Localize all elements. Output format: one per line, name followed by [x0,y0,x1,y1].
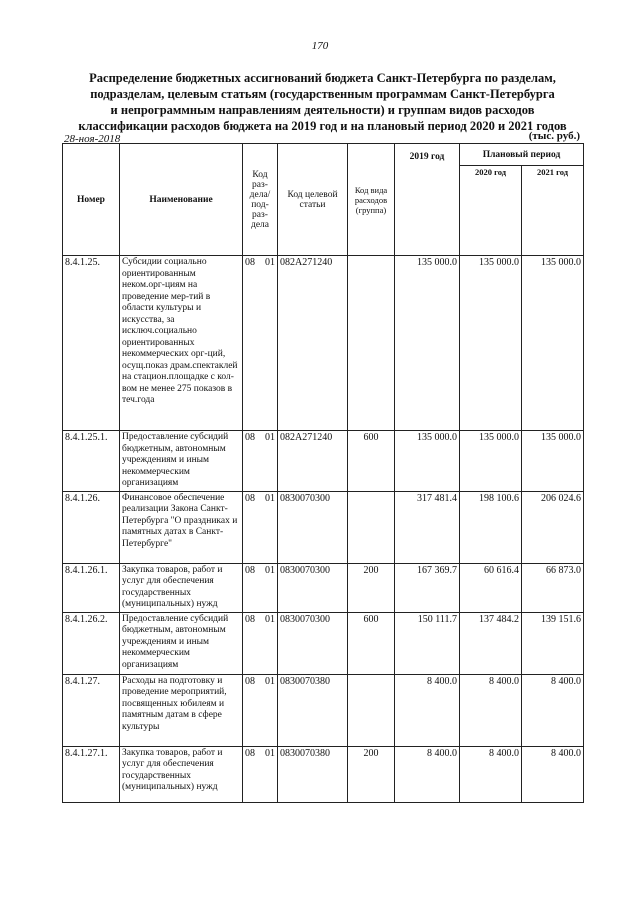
title-line: подразделам, целевым статьям (государственным программам Санкт-Петербурга [90,87,555,101]
row-target: 082А271240 [278,431,348,492]
row-target: 0830070300 [278,491,348,563]
row-target: 082А271240 [278,256,348,431]
row-section [243,674,278,746]
row-type: 200 [348,563,395,612]
row-number: 8.4.1.27. [63,674,120,746]
row-2021: 135 000.0 [522,431,584,492]
row-2020: 8 400.0 [460,746,522,802]
row-2020: 8 400.0 [460,674,522,746]
title-line: классификации расходов бюджета на 2019 год и на плановый период 2020 и 2021 годов [78,119,567,133]
row-type [348,256,395,431]
header-2021: 2021 год [522,166,584,256]
row-type: 600 [348,612,395,674]
row-name: Субсидии социально ориентированным неком.орг-циям на проведение мер-тий в области культуры и искусства, за исключ.социально ориентированных некоммерческих орг-ций, осущ.показ драм.спектаклей на стацион.площадке с кол-вом не менее 275 показов в теч.года [120,256,243,431]
row-section [243,563,278,612]
row-type: 200 [348,746,395,802]
title-line: Распределение бюджетных ассигнований бюджета Санкт-Петербурга по разделам, [89,71,556,85]
row-type: 600 [348,431,395,492]
units-label: (тыс. руб.) [528,130,580,142]
row-type [348,674,395,746]
row-name: Предоставление субсидий бюджетным, автономным учреждениям и иным некоммерческим организациям [120,612,243,674]
row-subsection-code: 01 [265,257,275,268]
row-type [348,491,395,563]
row-2019: 135 000.0 [395,256,460,431]
row-2021: 139 151.6 [522,612,584,674]
row-target: 0830070380 [278,746,348,802]
row-2020: 135 000.0 [460,431,522,492]
table-row [63,256,584,431]
row-section-code: 08 [245,257,255,268]
row-subsection-code: 01 [265,613,275,625]
row-target: 0830070300 [278,563,348,612]
row-subsection-code: 01 [265,675,275,687]
row-section-code: 08 [245,492,255,504]
row-name: Закупка товаров, работ и услуг для обеспечения государственных (муниципальных) нужд [120,746,243,802]
header-type: Код вида расходов (группа) [348,144,395,256]
row-number: 8.4.1.26.1. [63,563,120,612]
header-name: Наименование [120,144,243,256]
row-2021: 8 400.0 [522,674,584,746]
row-section [243,612,278,674]
row-name: Закупка товаров, работ и услуг для обеспечения государственных (муниципальных) нужд [120,563,243,612]
row-2019: 317 481.4 [395,491,460,563]
row-2019: 167 369.7 [395,563,460,612]
row-section-code: 08 [245,613,255,625]
row-number: 8.4.1.26.2. [63,612,120,674]
header-section: Код раз-дела/ под-раз-дела [243,144,278,256]
row-name: Предоставление субсидий бюджетным, автономным учреждениям и иным некоммерческим организациям [120,431,243,492]
row-name: Финансовое обеспечение реализации Закона Санкт-Петербурга "О праздниках и памятных датах в Санкт-Петербурге" [120,491,243,563]
row-2020: 135 000.0 [460,256,522,431]
document-date: 28-ноя-2018 [64,133,121,145]
row-subsection-code: 01 [265,432,275,443]
row-section [243,431,278,492]
header-2020: 2020 год [460,166,522,256]
row-2019: 150 111.7 [395,612,460,674]
budget-table [62,143,584,803]
row-section-code: 08 [245,747,255,759]
table-row [63,674,584,746]
row-2019: 8 400.0 [395,746,460,802]
row-2021: 135 000.0 [522,256,584,431]
header-number: Номер [63,144,120,256]
table-body [63,256,584,803]
row-2020: 137 484.2 [460,612,522,674]
table-row [63,431,584,492]
document-title [60,70,585,134]
header-target: Код целевой статьи [278,144,348,256]
row-subsection-code: 01 [265,747,275,759]
row-section-code: 08 [245,564,255,576]
row-2020: 60 616.4 [460,563,522,612]
row-section-code: 08 [245,432,255,443]
row-subsection-code: 01 [265,492,275,504]
row-name: Расходы на подготовку и проведение мероприятий, посвященных юбилеям и памятным датам в сфере культуры [120,674,243,746]
table-row [63,491,584,563]
row-target: 0830070300 [278,612,348,674]
row-2021: 66 873.0 [522,563,584,612]
row-2021: 206 024.6 [522,491,584,563]
row-2021: 8 400.0 [522,746,584,802]
row-2019: 135 000.0 [395,431,460,492]
row-section [243,746,278,802]
row-number: 8.4.1.25.1. [63,431,120,492]
row-2020: 198 100.6 [460,491,522,563]
row-number: 8.4.1.25. [63,256,120,431]
table-header [63,144,584,256]
row-number: 8.4.1.27.1. [63,746,120,802]
title-line: и непрограммным направлениям деятельности) и группам видов расходов [110,103,535,117]
table-row [63,563,584,612]
row-section [243,491,278,563]
row-target: 0830070380 [278,674,348,746]
header-planned: Плановый период [460,144,584,166]
header-2019: 2019 год [395,144,460,256]
row-number: 8.4.1.26. [63,491,120,563]
page-number: 170 [311,40,329,52]
row-section [243,256,278,431]
row-subsection-code: 01 [265,564,275,576]
table-row [63,612,584,674]
row-2019: 8 400.0 [395,674,460,746]
row-section-code: 08 [245,675,255,687]
table-row [63,746,584,802]
